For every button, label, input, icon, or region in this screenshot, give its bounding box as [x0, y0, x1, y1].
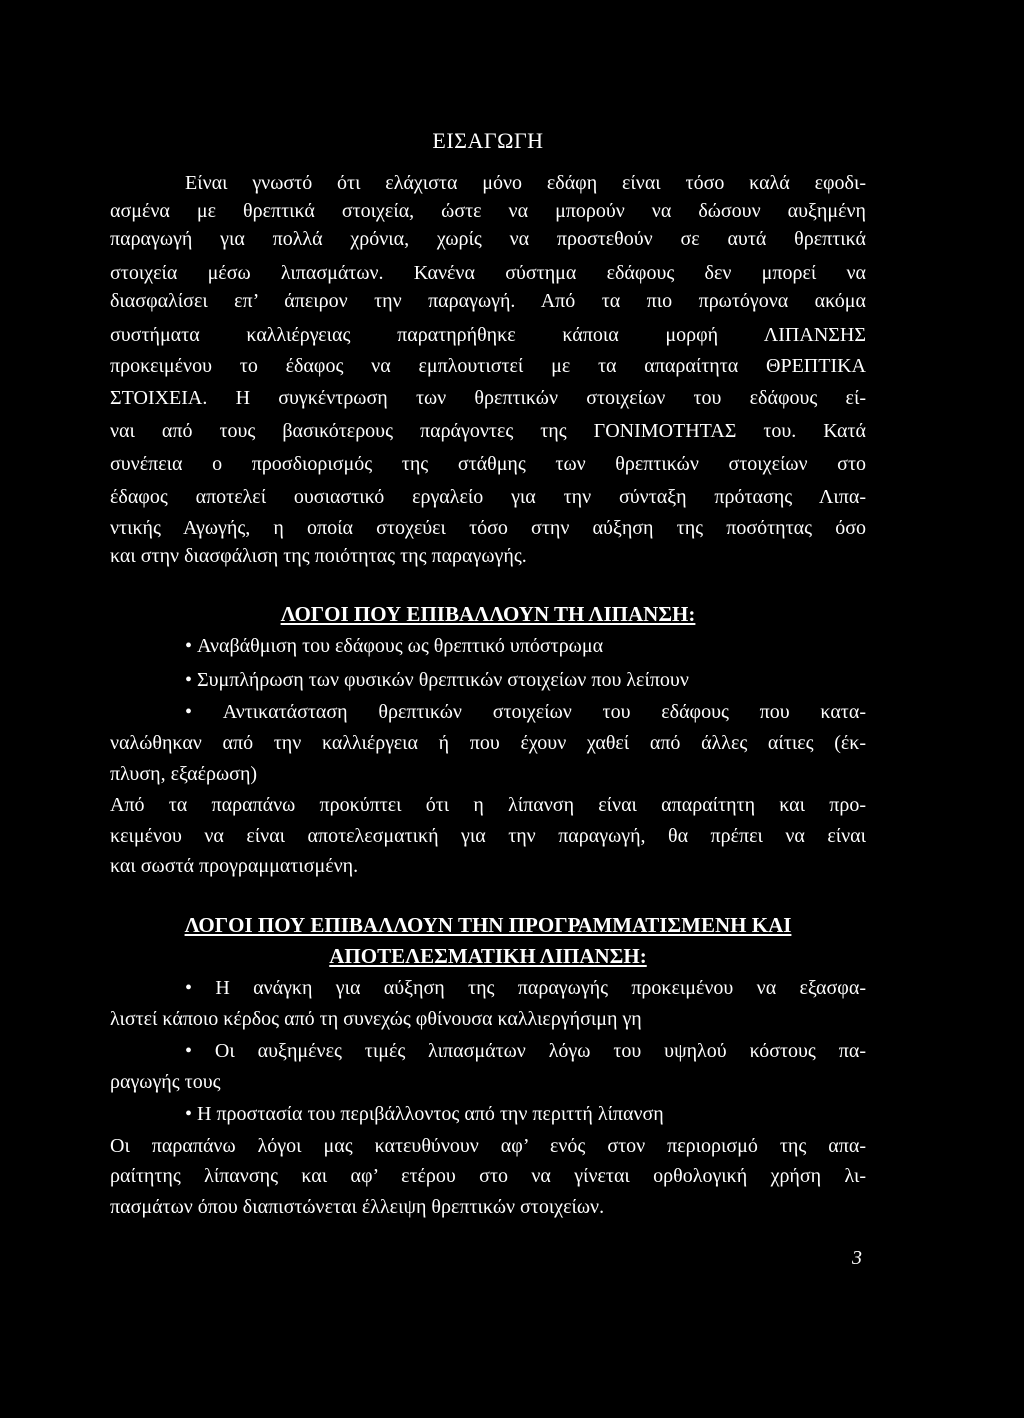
- section2-bullet-text: • Η προστασία του περιβάλλοντος από την περιττή λίπανση: [185, 1103, 664, 1125]
- section1-paragraph: και σωστά προγραμματισμένη.: [110, 855, 359, 877]
- section2-heading: ΑΠΟΤΕΛΕΣΜΑΤΙΚΗ ΛΙΠΑΝΣΗ:: [329, 944, 647, 968]
- section1-bullet-cont: ναλώθηκαν από την καλλιέργεια ή που έχουν χαθεί από άλλες αίτιες (έκ-: [110, 732, 866, 754]
- intro-line: ντικής Αγωγής, η οποία στοχεύει τόσο στην αύξηση της ποσότητας όσο: [110, 517, 866, 539]
- intro-line: ΣΤΟΙΧΕΙΑ. Η συγκέντρωση των θρεπτικών στοιχείων του εδάφους εί-: [110, 387, 866, 409]
- section2-paragraph: πασμάτων όπου διαπιστώνεται έλλειψη θρεπτικών στοιχείων.: [110, 1196, 605, 1218]
- intro-title: ΕΙΣΑΓΩΓΗ: [432, 128, 544, 153]
- section1-paragraph: κειμένου να είναι αποτελεσματική για την παραγωγή, θα πρέπει να είναι: [110, 825, 866, 847]
- section1-bullet-text: • Συμπλήρωση των φυσικών θρεπτικών στοιχείων που λείπουν: [185, 669, 689, 691]
- intro-line: έδαφος αποτελεί ουσιαστικό εργαλείο για την σύνταξη πρότασης Λιπα-: [110, 486, 866, 508]
- intro-line: στοιχεία μέσω λιπασμάτων. Κανένα σύστημα εδάφους δεν μπορεί να: [110, 262, 866, 284]
- section2-bullet: [110, 974, 866, 1002]
- intro-line: συστήματα καλλιέργειας παρατηρήθηκε κάποια μορφή ΛΙΠΑΝΣΗΣ: [110, 324, 866, 346]
- section2-bullet-cont: λιστεί κάποιο κέρδος από τη συνεχώς φθίνουσα καλλιεργήσιμη γη: [110, 1008, 642, 1030]
- section2-paragraph: Οι παραπάνω λόγοι μας κατευθύνουν αφ’ ενός στον περιορισμό της απα-: [110, 1135, 866, 1157]
- section1-bullet: [110, 666, 866, 694]
- section1-bullet: [110, 698, 866, 726]
- section1-bullet-text: • Αντικατάσταση θρεπτικών στοιχείων του εδάφους που κατα-: [185, 701, 866, 723]
- section2-bullet-cont: ραγωγής τους: [110, 1071, 221, 1093]
- section1-bullet-cont: πλυση, εξαέρωση): [110, 763, 258, 785]
- section2-bullet-text: • Οι αυξημένες τιμές λιπασμάτων λόγω του υψηλού κόστους πα-: [185, 1040, 866, 1062]
- intro-line: και στην διασφάλιση της ποιότητας της παραγωγής.: [110, 545, 527, 567]
- section1-heading: ΛΟΓΟΙ ΠΟΥ ΕΠΙΒΑΛΛΟΥΝ ΤΗ ΛΙΠΑΝΣΗ:: [280, 602, 696, 626]
- page-number: 3: [852, 1247, 862, 1269]
- section1-bullet-text: • Αναβάθμιση του εδάφους ως θρεπτικό υπόστρωμα: [185, 635, 603, 657]
- intro-line: παραγωγή για πολλά χρόνια, χωρίς να προστεθούν σε αυτά θρεπτικά: [110, 228, 866, 250]
- section2-bullet: [110, 1100, 866, 1128]
- section2-bullet-text: • Η ανάγκη για αύξηση της παραγωγής προκειμένου να εξασφα-: [185, 977, 866, 999]
- intro-line: ασμένα με θρεπτικά στοιχεία, ώστε να μπορούν να δώσουν αυξημένη: [110, 200, 866, 222]
- intro-line: συνέπεια ο προσδιορισμός της στάθμης των θρεπτικών στοιχείων στο: [110, 453, 866, 475]
- intro-line: Είναι γνωστό ότι ελάχιστα μόνο εδάφη είναι τόσο καλά εφοδι-: [185, 172, 866, 194]
- section2-heading: ΛΟΓΟΙ ΠΟΥ ΕΠΙΒΑΛΛΟΥΝ ΤΗΝ ΠΡΟΓΡΑΜΜΑΤΙΣΜΕΝΗ ΚΑΙ: [184, 913, 792, 937]
- section2-paragraph: ραίτητης λίπανσης και αφ’ ετέρου στο να γίνεται ορθολογική χρήση λι-: [110, 1165, 866, 1187]
- section2-bullet: [110, 1037, 866, 1065]
- intro-line: ναι από τους βασικότερους παράγοντες της ΓΟΝΙΜΟΤΗΤΑΣ του. Κατά: [110, 420, 866, 442]
- intro-line: διασφαλίσει επ’ άπειρον την παραγωγή. Από τα πιο πρωτόγονα ακόμα: [110, 290, 866, 312]
- intro-line: προκειμένου το έδαφος να εμπλουτιστεί με τα απαραίτητα ΘΡΕΠΤΙΚΑ: [110, 355, 866, 377]
- section1-bullet: [110, 632, 866, 660]
- section1-paragraph: Από τα παραπάνω προκύπτει ότι η λίπανση είναι απαραίτητη και προ-: [110, 794, 866, 816]
